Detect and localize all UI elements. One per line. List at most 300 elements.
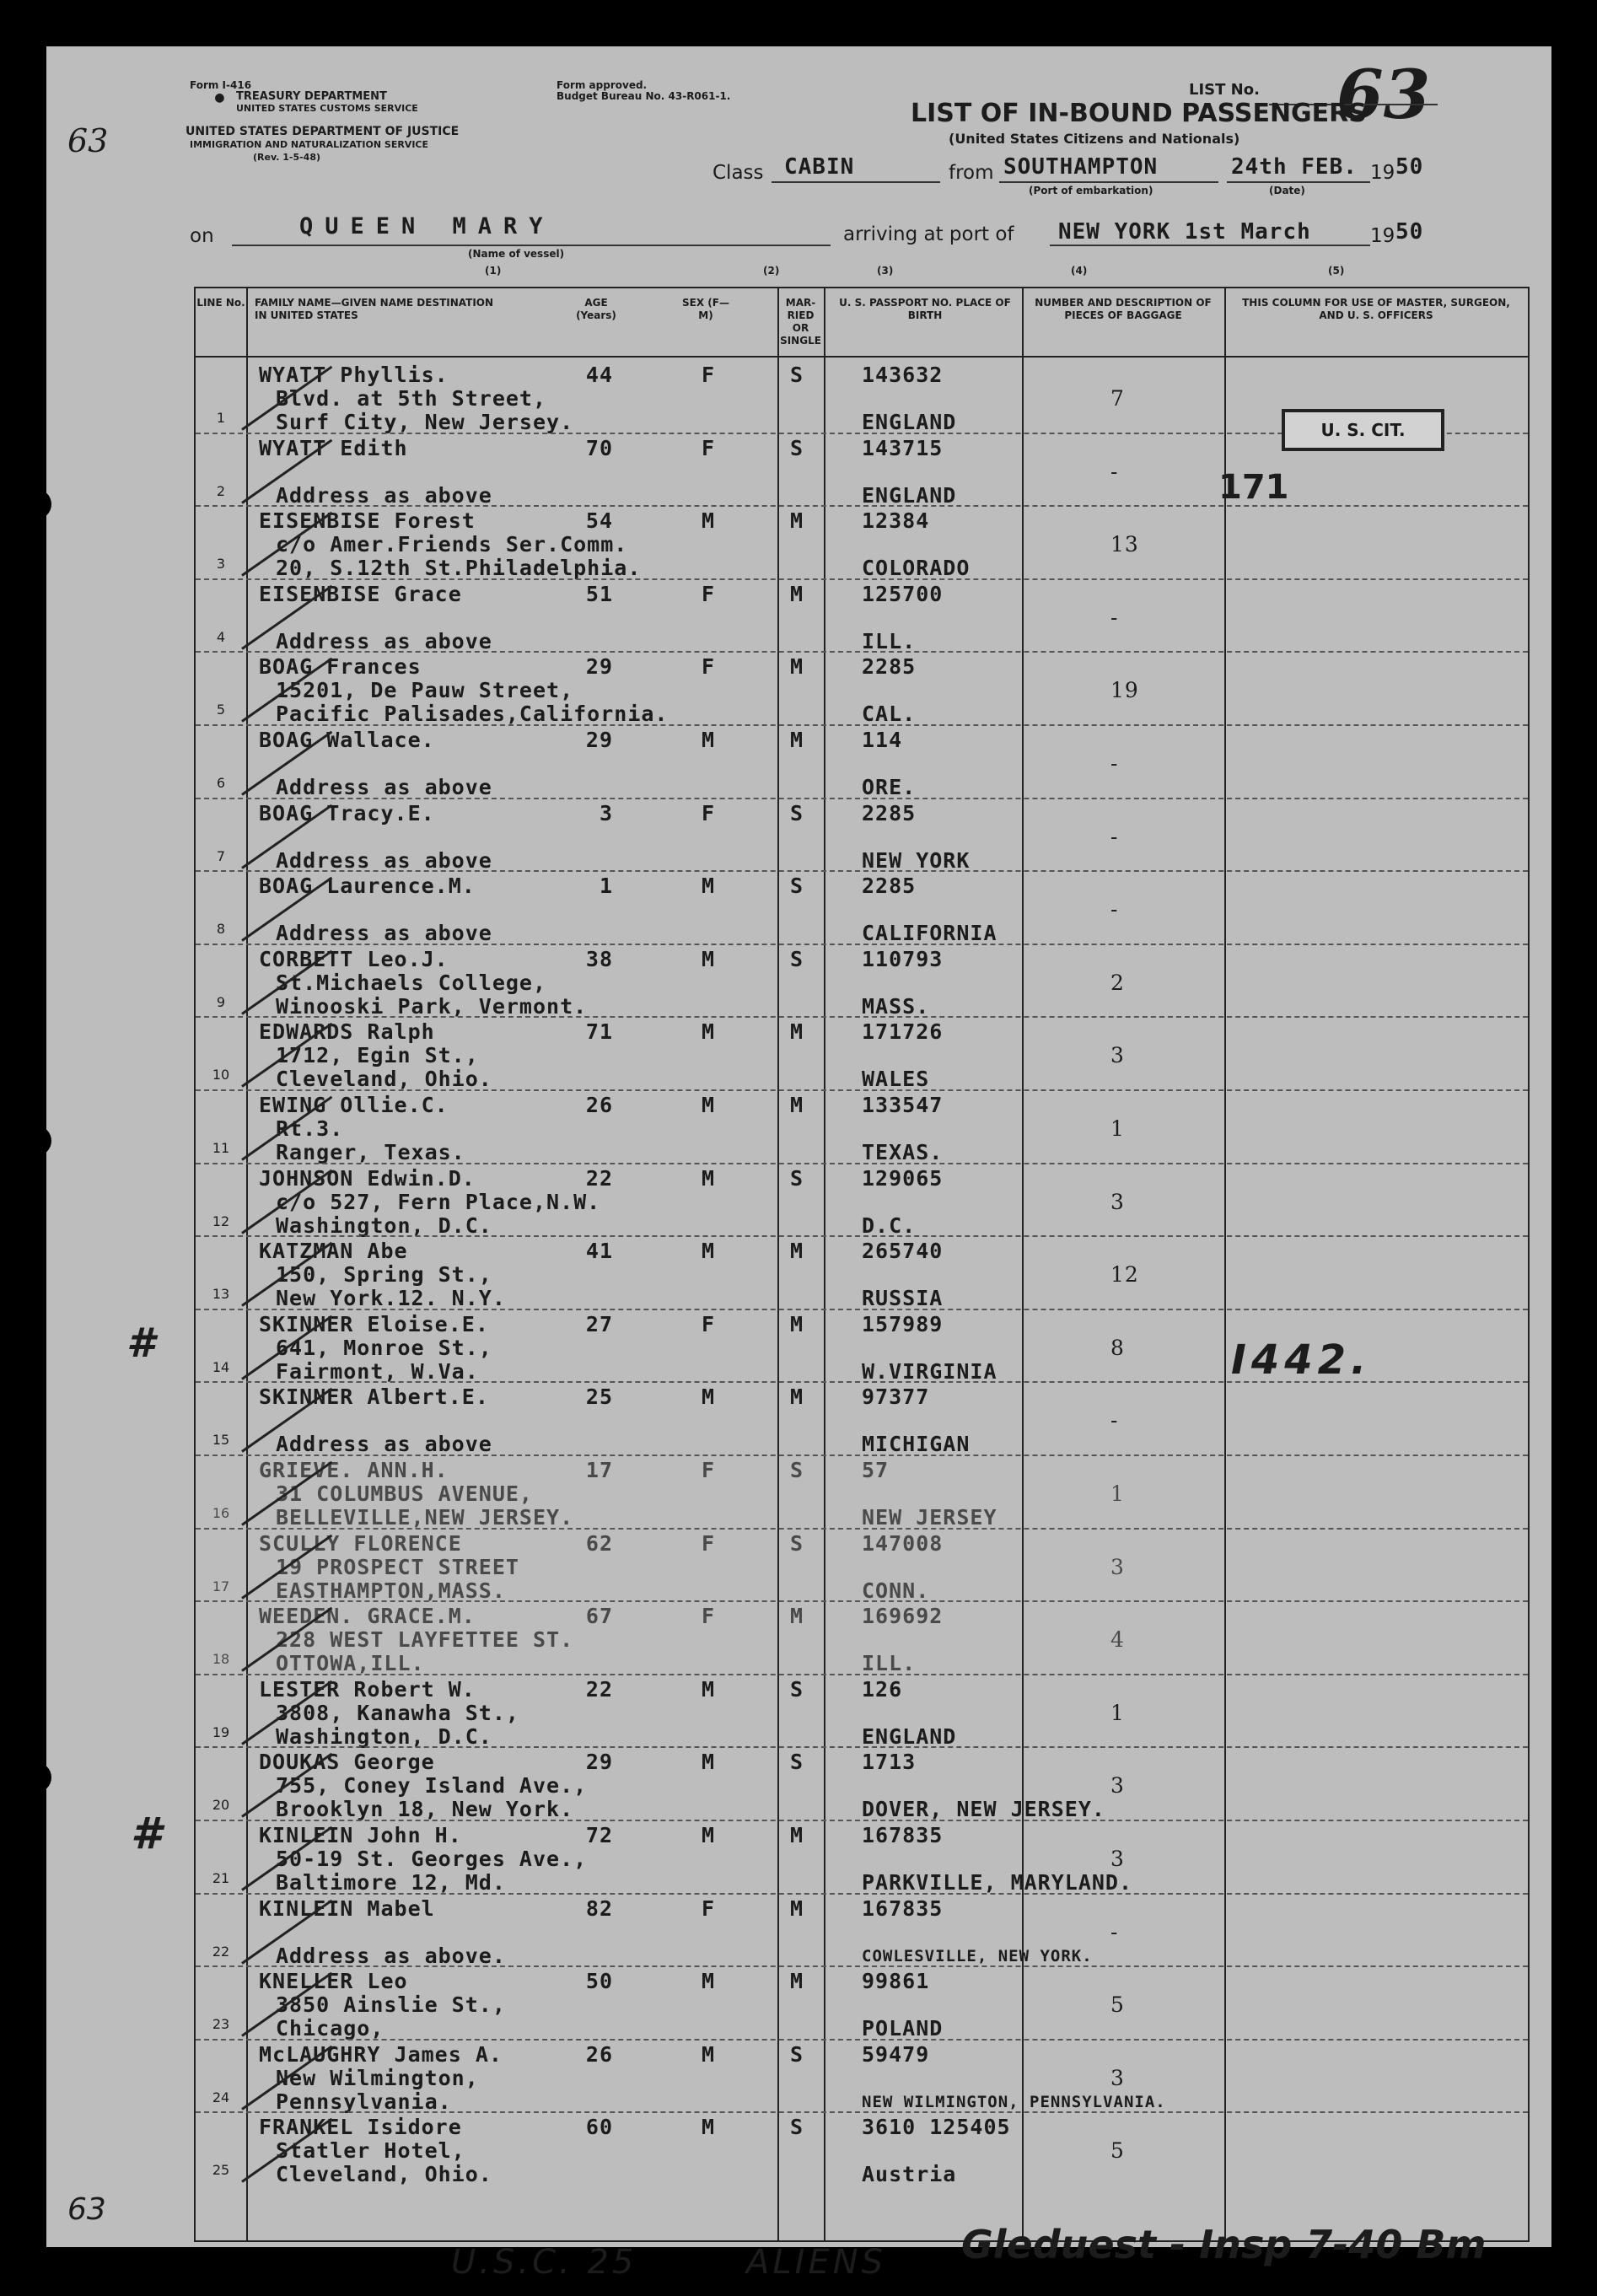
footer-usc-count: U.S.C. 25 [451,2243,637,2282]
marital-status: S [790,874,804,899]
place-of-birth: ORE. [862,775,917,799]
marital-status: M [790,581,804,606]
marital-status: S [790,1530,804,1556]
passenger-sex: F [702,654,716,680]
passenger-name: BOAG Laurence.M. [259,874,476,899]
us-citizen-stamp: U. S. CIT. [1282,409,1444,451]
passport-number: 157989 [862,1311,944,1336]
baggage-count: 3 [1110,1847,1125,1871]
baggage-count: 19 [1110,678,1139,703]
address-line-2: Address as above [276,775,492,799]
list-subtitle: (United States Citizens and Nationals) [949,131,1240,147]
baggage-count: - [1110,1919,1119,1944]
baggage-count: - [1110,1408,1119,1433]
address-line-1: 3808, Kanawha St., [276,1700,519,1725]
line-number: 18 [212,1651,230,1668]
baggage-count: 3 [1110,1773,1125,1799]
arriving-label: arriving at port of [843,223,1014,245]
baggage-count: 5 [1110,2138,1125,2164]
header-name: FAMILY NAME—GIVEN NAME DESTINATION IN UNITED STATES [255,297,494,321]
passenger-sex: F [702,800,716,825]
col-number-4: (4) [1071,265,1088,277]
passenger-name: KINLEIN Mabel [259,1895,435,1921]
passenger-age: 22 [585,1676,613,1702]
punch-hole [21,1126,51,1156]
passport-number: 99861 [862,1969,930,1994]
address-line-2: Surf City, New Jersey. [276,410,574,434]
passenger-age: 3 [599,800,613,825]
address-line-2: Washington, D.C. [276,1723,492,1749]
marital-status: M [790,1311,804,1336]
passenger-age: 70 [585,435,613,460]
header-sex: SEX (F—M) [682,297,729,321]
address-line-1: 3850 Ainslie St., [276,1992,506,2018]
passport-number: 114 [862,728,903,752]
marital-status: M [790,508,804,534]
passenger-age: 82 [585,1895,613,1921]
marital-status: M [790,654,804,680]
place-of-birth: NEW JERSEY [862,1505,997,1530]
address-line-2: 20, S.12th St.Philadelphia. [276,556,642,581]
line-number: 8 [216,921,226,938]
col-number-2: (2) [763,265,780,277]
punch-hole [21,489,51,519]
passport-number: 3610 125405 [862,2115,1011,2140]
class-label: Class [712,162,764,184]
baggage-count: 3 [1110,2065,1125,2090]
line-number: 22 [212,1943,230,1960]
place-of-birth: RUSSIA [862,1286,944,1311]
annotation-171: 171 [1218,468,1289,507]
baggage-count: 8 [1110,1335,1125,1360]
dept-ins: IMMIGRATION AND NATURALIZATION SERVICE [190,139,429,150]
passenger-age: 50 [585,1969,613,1994]
marital-status: S [790,946,804,971]
header-married: MAR- RIED OR SINGLE [780,297,821,347]
line-number: 4 [216,628,226,645]
line-number: 24 [212,2089,230,2105]
address-line-1: 31 COLUMBUS AVENUE, [276,1481,533,1506]
address-line-2: New York.12. N.Y. [276,1286,506,1311]
passenger-name: SKINNER Eloise.E. [259,1311,489,1336]
margin-mark-13: # [126,1320,155,1367]
port-caption: (Port of embarkation) [1029,185,1153,196]
place-of-birth: ILL. [862,1651,917,1676]
passenger-name: FRANKEL Isidore [259,2115,462,2140]
passport-number: 129065 [862,1165,944,1191]
passport-number: 126 [862,1676,903,1702]
form-approved: Form approved. [557,79,648,91]
place-of-birth: ENGLAND [862,1723,957,1749]
arrival-port-date: NEW YORK 1st March [1058,219,1311,245]
line-number: 10 [212,1067,230,1083]
line-number: 16 [212,1505,230,1521]
col-number-5: (5) [1328,265,1345,277]
passenger-name: McLAUGHRY James A. [259,2041,503,2067]
passenger-name: WYATT Edith [259,435,408,460]
passport-number: 12384 [862,508,930,534]
marital-status: S [790,435,804,460]
passport-number: 97377 [862,1385,930,1410]
baggage-count: 12 [1110,1262,1139,1288]
passenger-sex: F [702,1604,716,1629]
place-of-birth: NEW WILMINGTON, PENNSYLVANIA. [862,2092,1166,2111]
marital-status: S [790,1458,804,1482]
place-of-birth: ENGLAND [862,410,957,434]
baggage-count: 3 [1110,1043,1125,1068]
passenger-age: 26 [585,1093,613,1117]
baggage-count: 1 [1110,1481,1125,1506]
line-number: 3 [216,556,226,573]
margin-mark-20: # [131,1809,162,1859]
place-of-birth: W.VIRGINIA [862,1358,997,1384]
line-number: 17 [212,1578,230,1594]
place-of-birth: CONN. [862,1578,930,1603]
marital-status: S [790,800,804,825]
passport-number: 143715 [862,435,944,460]
passenger-sex: M [702,508,716,534]
address-line-2: Pacific Palisades,California. [276,702,669,727]
marital-status: S [790,1750,804,1775]
line-number: 11 [212,1140,230,1156]
address-line-1: New Wilmington, [276,2065,479,2090]
passenger-sex: M [702,946,716,971]
marital-status: M [790,728,804,752]
address-line-1: Statler Hotel, [276,2138,465,2164]
col-number-3: (3) [877,265,894,277]
class-value: CABIN [784,154,855,180]
seal-icon: ● [215,89,224,106]
marital-status: S [790,2115,804,2140]
passenger-age: 71 [585,1019,613,1045]
address-line-2: Address as above [276,847,492,873]
address-line-2: Address as above [276,628,492,653]
passenger-sex: M [702,1165,716,1191]
marital-status: S [790,363,804,387]
passenger-age: 29 [585,1750,613,1775]
baggage-count: - [1110,459,1119,484]
place-of-birth: MICHIGAN [862,1432,971,1457]
header-line-no: LINE No. [196,297,245,309]
address-line-2: Address as above [276,482,492,508]
year-value: 50 [1395,154,1424,180]
inspector-signature: Gleduest - Insp 7-40 Bm [961,2222,1487,2267]
place-of-birth: ILL. [862,628,917,653]
passenger-name: BOAG Wallace. [259,728,435,752]
passport-number: 2285 [862,800,917,825]
place-of-birth: POLAND [862,2016,944,2041]
passenger-sex: M [702,728,716,752]
baggage-count: 4 [1110,1627,1125,1653]
passenger-age: 72 [585,1823,613,1847]
passenger-sex: M [702,1019,716,1045]
passenger-age: 41 [585,1239,613,1264]
passenger-name: KNELLER Leo [259,1969,408,1994]
vessel-caption: (Name of vessel) [468,248,565,260]
passport-number: 167835 [862,1895,944,1921]
passenger-sex: M [702,1823,716,1847]
passenger-sex: M [702,1969,716,1994]
address-line-2: Address as above [276,1432,492,1457]
passenger-sex: M [702,1093,716,1117]
passenger-age: 29 [585,654,613,680]
baggage-count: - [1110,824,1119,849]
line-number: 6 [216,775,226,791]
line-number: 20 [212,1797,230,1814]
footer-aliens: ALIENS [746,2243,887,2282]
line-number: 13 [212,1286,230,1303]
passport-number: 133547 [862,1093,944,1117]
line-number: 19 [212,1723,230,1740]
passenger-sex: M [702,874,716,899]
place-of-birth: ENGLAND [862,482,957,508]
vessel-name: QUEEN MARY [299,213,555,239]
passenger-table [194,287,1530,2242]
address-line-1: 15201, De Pauw Street, [276,678,574,703]
passenger-sex: M [702,1676,716,1702]
date-caption: (Date) [1269,185,1305,196]
place-of-birth: DOVER, NEW JERSEY. [862,1797,1105,1822]
marital-status: M [790,1093,804,1117]
line-number: 5 [216,702,226,718]
passenger-name: EDWARDS Ralph [259,1019,435,1045]
address-line-2: OTTOWA,ILL. [276,1651,425,1676]
dept-treasury: TREASURY DEPARTMENT [236,90,387,103]
passenger-age: 29 [585,728,613,752]
header-passport: U. S. PASSPORT NO. PLACE OF BIRTH [839,297,1011,321]
marital-status: S [790,2041,804,2067]
list-number: 63 [1336,55,1431,134]
address-line-2: Address as above. [276,1943,506,1968]
place-of-birth: Austria [862,2162,957,2187]
address-line-1: 50-19 St. Georges Ave., [276,1847,588,1871]
arrival-year-prefix: 19 [1370,225,1395,247]
line-number: 7 [216,847,226,864]
baggage-count: 2 [1110,970,1125,995]
line-number: 21 [212,1870,230,1886]
baggage-count: 7 [1110,386,1125,411]
passenger-age: 38 [585,946,613,971]
passenger-age: 54 [585,508,613,534]
place-of-birth: D.C. [862,1213,917,1238]
passenger-name: KINLEIN John H. [259,1823,462,1847]
passenger-age: 51 [585,581,613,606]
margin-note: 63 [67,122,109,159]
place-of-birth: CAL. [862,702,917,727]
passenger-sex: M [702,1239,716,1264]
list-no-label: LIST No. [1189,81,1260,99]
address-line-2: Pennsylvania. [276,2089,452,2114]
passenger-name: CORBETT Leo.J. [259,946,449,971]
address-line-2: Ranger, Texas. [276,1140,465,1164]
passenger-age: 60 [585,2115,613,2140]
passenger-name: BOAG Tracy.E. [259,800,435,825]
baggage-count: 1 [1110,1116,1125,1141]
dept-customs: UNITED STATES CUSTOMS SERVICE [236,103,418,114]
baggage-count: 3 [1110,1189,1125,1214]
passenger-sex: M [702,1385,716,1410]
passenger-sex: F [702,435,716,460]
place-of-birth: PARKVILLE, MARYLAND. [862,1870,1133,1895]
passenger-age: 25 [585,1385,613,1410]
passport-number: 59479 [862,2041,930,2067]
passenger-name: EISENBISE Grace [259,581,462,606]
passenger-age: 1 [599,874,613,899]
col-number-1: (1) [485,265,502,277]
address-line-2: Brooklyn 18, New York. [276,1797,574,1822]
baggage-count: 5 [1110,1992,1125,2018]
passenger-sex: F [702,363,716,387]
annotation-i442: I442. [1231,1336,1372,1384]
marital-status: M [790,1385,804,1410]
passport-number: 1713 [862,1750,917,1775]
passport-number: 2285 [862,654,917,680]
address-line-1: 755, Coney Island Ave., [276,1773,588,1799]
line-number: 9 [216,993,226,1010]
baggage-count: - [1110,605,1119,630]
passport-number: 110793 [862,946,944,971]
year-prefix: 19 [1370,162,1395,184]
passenger-name: KATZMAN Abe [259,1239,408,1264]
passenger-sex: F [702,581,716,606]
address-line-1: 19 PROSPECT STREET [276,1554,519,1579]
list-title: LIST OF IN-BOUND PASSENGERS [911,99,1367,128]
header-officers: THIS COLUMN FOR USE OF MASTER, SURGEON, AND U. S. OFFICERS [1242,297,1510,321]
address-line-2: Washington, D.C. [276,1213,492,1238]
passport-number: 125700 [862,581,944,606]
passenger-age: 67 [585,1604,613,1629]
passport-number: 167835 [862,1823,944,1847]
punch-hole [21,1762,51,1793]
passenger-name: BOAG Frances [259,654,422,680]
place-of-birth: TEXAS. [862,1140,944,1164]
passenger-sex: M [702,1750,716,1775]
address-line-2: BELLEVILLE,NEW JERSEY. [276,1505,574,1530]
marital-status: M [790,1895,804,1921]
address-line-2: Cleveland, Ohio. [276,2162,492,2187]
budget-bureau: Budget Bureau No. 43-R061-1. [557,90,731,102]
dept-justice: UNITED STATES DEPARTMENT OF JUSTICE [186,125,460,138]
form-revision: (Rev. 1-5-48) [253,152,321,163]
passport-number: 57 [862,1458,890,1482]
line-number: 1 [216,410,226,426]
passenger-age: 44 [585,363,613,387]
address-line-2: Address as above [276,921,492,946]
passport-number: 147008 [862,1530,944,1556]
manifest-page [46,46,1551,2282]
baggage-count: - [1110,751,1119,776]
address-line-1: 150, Spring St., [276,1262,492,1288]
marital-status: M [790,1969,804,1994]
line-number: 15 [212,1432,230,1449]
marital-status: M [790,1239,804,1264]
passenger-sex: M [702,2115,716,2140]
address-line-1: 641, Monroe St., [276,1335,492,1360]
address-line-2: Winooski Park, Vermont. [276,993,588,1019]
address-line-1: St.Michaels College, [276,970,547,995]
passenger-name: GRIEVE. ANN.H. [259,1458,449,1482]
passenger-name: JOHNSON Edwin.D. [259,1165,476,1191]
header-baggage: NUMBER AND DESCRIPTION OF PIECES OF BAGGAGE [1035,297,1212,321]
address-line-2: EASTHAMPTON,MASS. [276,1578,506,1603]
passenger-age: 17 [585,1458,613,1482]
passenger-age: 22 [585,1165,613,1191]
passport-number: 143632 [862,363,944,387]
header-age: AGE (Years) [576,297,616,321]
baggage-count: 13 [1110,532,1139,557]
marital-status: M [790,1019,804,1045]
address-line-1: Rt.3. [276,1116,344,1141]
departure-date: 24th FEB. [1231,154,1358,180]
passenger-name: LESTER Robert W. [259,1676,476,1702]
passenger-sex: F [702,1311,716,1336]
port-of-embarkation: SOUTHAMPTON [1003,154,1159,180]
passport-number: 171726 [862,1019,944,1045]
place-of-birth: COLORADO [862,556,971,581]
address-line-2: Fairmont, W.Va. [276,1358,479,1384]
passport-number: 169692 [862,1604,944,1629]
passenger-name: WYATT Phyllis. [259,363,449,387]
passenger-age: 27 [585,1311,613,1336]
marital-status: M [790,1823,804,1847]
baggage-count: 3 [1110,1554,1125,1579]
marital-status: M [790,1604,804,1629]
passport-number: 265740 [862,1239,944,1264]
passenger-age: 26 [585,2041,613,2067]
passport-number: 2285 [862,874,917,899]
line-number: 25 [212,2162,230,2179]
passenger-name: SCULLY FLORENCE [259,1530,462,1556]
baggage-count: - [1110,897,1119,922]
line-number: 23 [212,2016,230,2033]
line-number: 12 [212,1213,230,1229]
bottom-margin-63: 63 [67,2192,106,2227]
address-line-1: 1712, Egin St., [276,1043,479,1068]
passenger-sex: F [702,1458,716,1482]
passenger-name: WEEDEN. GRACE.M. [259,1604,476,1629]
passenger-sex: F [702,1530,716,1556]
passenger-sex: F [702,1895,716,1921]
passenger-age: 62 [585,1530,613,1556]
passenger-name: EWING Ollie.C. [259,1093,449,1117]
arrival-year: 50 [1395,219,1424,245]
marital-status: S [790,1676,804,1702]
address-line-2: Baltimore 12, Md. [276,1870,506,1895]
place-of-birth: WALES [862,1067,930,1092]
form-number: Form I-416 [190,79,252,91]
address-line-1: 228 WEST LAYFETTEE ST. [276,1627,574,1653]
address-line-1: c/o Amer.Friends Ser.Comm. [276,532,628,557]
place-of-birth: MASS. [862,993,930,1019]
passenger-name: EISENBISE Forest [259,508,476,534]
place-of-birth: CALIFORNIA [862,921,997,946]
place-of-birth: NEW YORK [862,847,971,873]
passenger-sex: M [702,2041,716,2067]
address-line-2: Cleveland, Ohio. [276,1067,492,1092]
passenger-name: DOUKAS George [259,1750,435,1775]
line-number: 14 [212,1358,230,1375]
address-line-1: Blvd. at 5th Street, [276,386,547,411]
place-of-birth: COWLESVILLE, NEW YORK. [862,1946,1093,1965]
from-label: from [949,162,994,184]
address-line-1: c/o 527, Fern Place,N.W. [276,1189,601,1214]
marital-status: S [790,1165,804,1191]
passenger-name: SKINNER Albert.E. [259,1385,489,1410]
on-label: on [190,225,214,247]
baggage-count: 1 [1110,1700,1125,1725]
line-number: 2 [216,482,226,499]
address-line-2: Chicago, [276,2016,384,2041]
